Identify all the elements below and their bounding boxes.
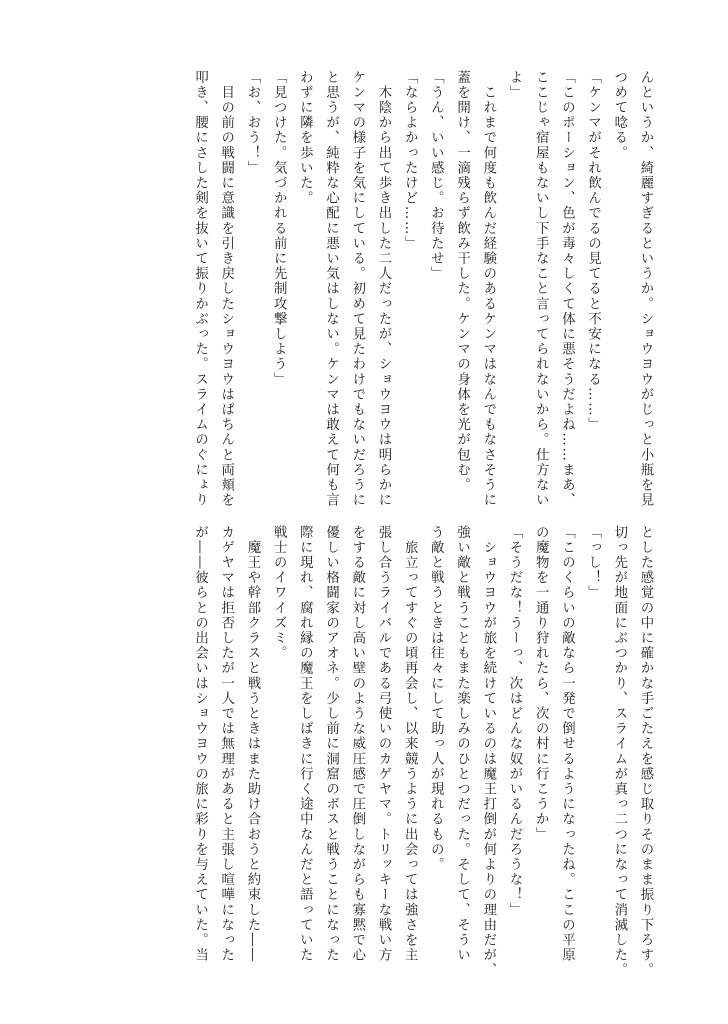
text-column: 蓋を開け、一滴残らず飲み干した。ケンマの身体を光が包む。 [454, 70, 470, 493]
text-column: カゲヤマは拒否したが一人では無理があると主張し喧嘩になった [218, 525, 234, 963]
text-column: よ」 [506, 70, 522, 101]
text-column: 「うん、いい感じ。お待たせ」 [428, 70, 444, 282]
text-column: 張し合うライバルである弓使いのカゲヤマ。トリッキーな戦い方 [375, 525, 391, 963]
text-column: う敵と戦うときは往々にして助っ人が現れるもの。 [428, 525, 444, 873]
text-column: んというか、綺麗すぎるというか。ショウヨウがじっと小瓶を見 [638, 70, 653, 508]
text-column: ここじゃ宿屋もないし下手なこと言ってられないから。仕方ない [533, 70, 549, 508]
text-column: 「ならよかったけど……」 [402, 70, 418, 252]
upper-text-block [192, 70, 658, 508]
text-column: つめて唸る。 [611, 70, 627, 161]
text-column: 「このくらいの敵なら一発で倒せるようになったね。ここの平原 [559, 525, 575, 963]
text-column: 「見つけた。気づかれる前に先制攻撃しよう」 [271, 70, 287, 388]
text-column: 戦士のイワイズミ。 [271, 525, 287, 661]
text-column: ケンマの様子を気にしている。初めて見たわけでもないだろうに [349, 70, 365, 508]
text-column: ショウヨウが旅を続けているのは魔王打倒が何よりの理由だが、 [480, 525, 496, 978]
text-column: が――彼らとの出会いはショウヨウの旅に彩りを与えていた。当 [192, 525, 208, 963]
text-column: 際に現れ、腐れ縁の魔王をしばきに行く途中なんだと語っていた [297, 525, 313, 963]
text-column: 優しい格闘家のアオネ。少し前に洞窟のボスと戦うことになった [323, 525, 339, 963]
text-column: 「このポーション、色が毒々しくて体に悪そうだよね……まあ、 [559, 70, 575, 508]
text-column: 魔王や幹部クラスと戦うときはまた助け合おうと約束した―― [244, 525, 260, 963]
text-column: 木陰から出て歩き出した二人だったが、ショウヨウは明らかに [375, 70, 391, 508]
text-column: の魔物を一通り狩れたら、次の村に行こうか」 [533, 525, 549, 843]
text-column: 切っ先が地面にぶつかり、スライムが真っ二つになって消滅した。 [611, 525, 627, 978]
text-column: と思うが、純粋な心配に悪い気はしない。ケンマは敢えて何も言 [323, 70, 339, 508]
text-column: 「お、おう！」 [244, 70, 260, 176]
text-column: 「っし！」 [585, 525, 601, 601]
text-column: 目の前の戦闘に意識を引き戻したショウヨウはぱちんと両頬を [218, 70, 234, 508]
lower-text-block [192, 525, 658, 978]
text-column: 叩き、腰にさした剣を抜いて振りかぶった。スライムのぐにょり [192, 70, 208, 508]
text-column: 「そうだな！うーっ、次はどんな奴がいるんだろうな！」 [506, 525, 522, 918]
text-column: 強い敵と戦うこともまた楽しみのひとつだった。そして、そうい [454, 525, 470, 963]
text-column: わずに隣を歩いた。 [297, 70, 313, 206]
text-column: をする敵に対し高い壁のような威圧感で圧倒しながらも寡黙で心 [349, 525, 365, 963]
text-column: 「ケンマがそれ飲んでるの見てると不安になる……」 [585, 70, 601, 433]
text-column: とした感覚の中に確かな手ごたえを感じ取りそのまま振り下ろす。 [638, 525, 653, 978]
text-column: これまで何度も飲んだ経験のあるケンマはなんでもなさそうに [480, 70, 496, 508]
text-column: 旅立ってすぐの頃再会し、以来競うように出会っては強さを主 [402, 525, 418, 963]
